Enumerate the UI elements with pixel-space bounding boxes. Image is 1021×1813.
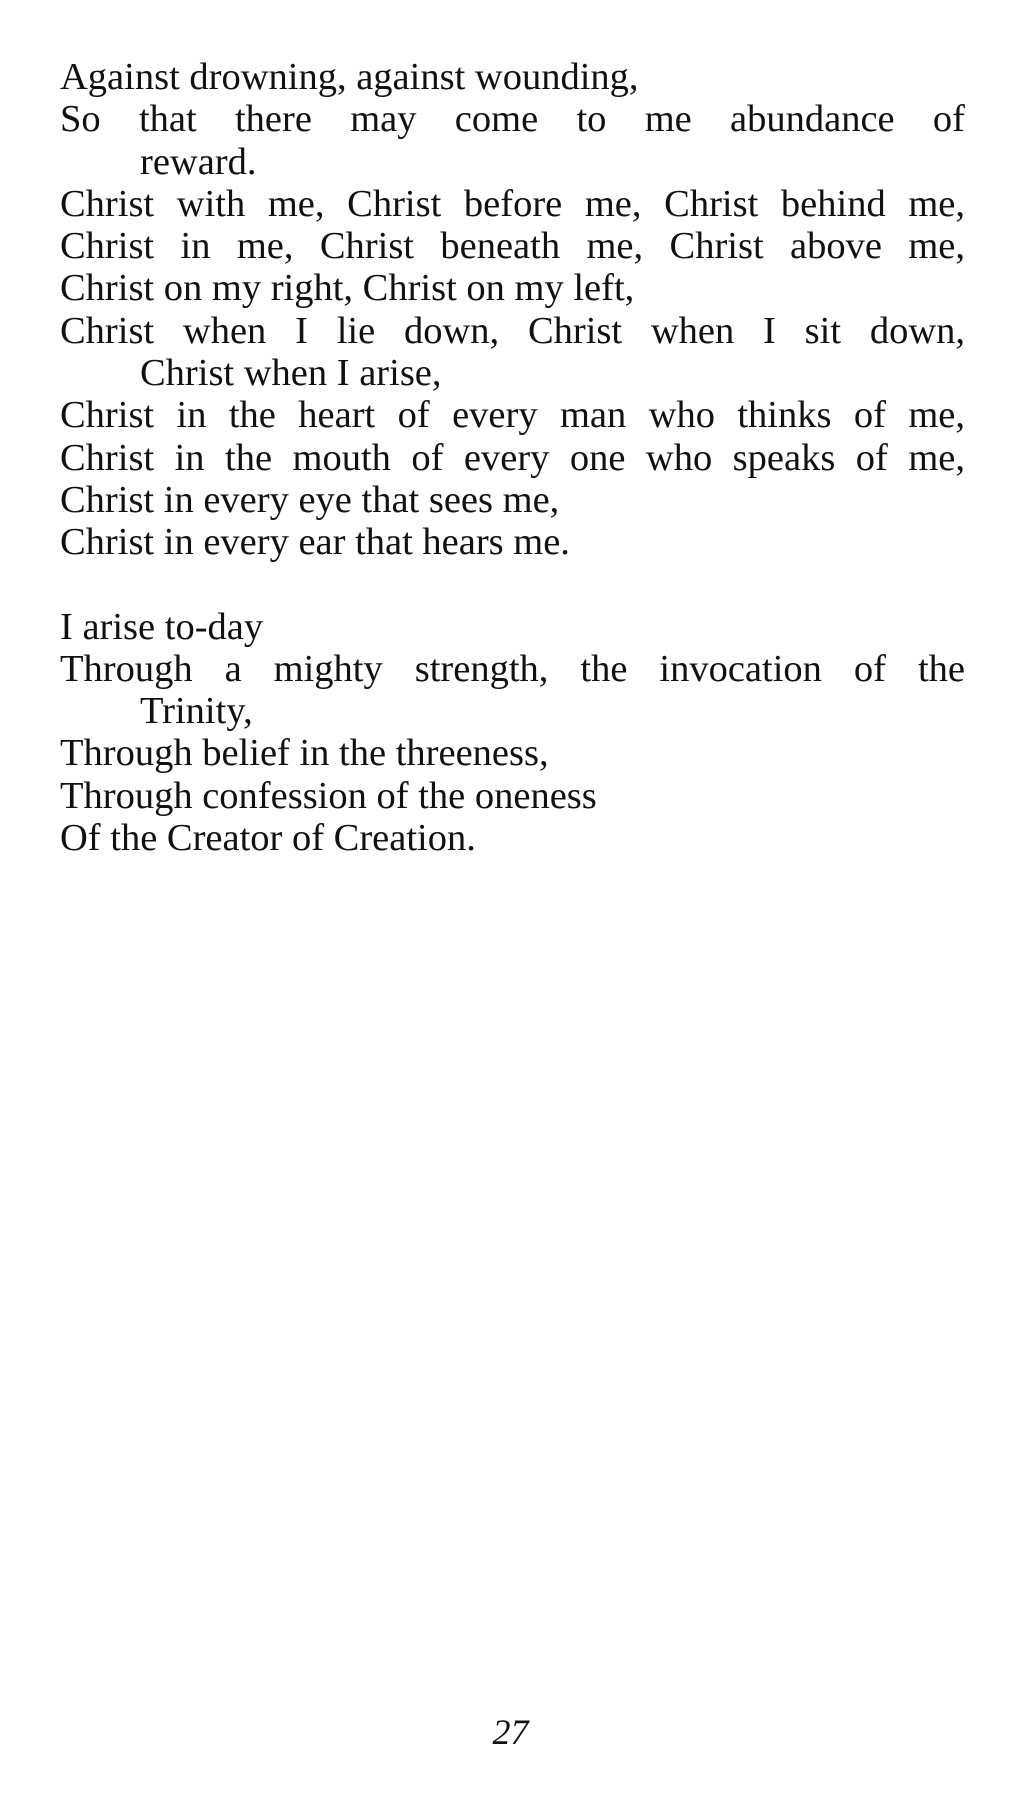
verse-line: Christ when I lie down, Christ when I sit down, — [60, 309, 965, 352]
poem-text — [60, 56, 965, 859]
verse-line: Christ in every ear that hears me. — [60, 521, 570, 564]
verse-line-continuation: reward. — [140, 140, 257, 183]
verse-line: Christ in every eye that sees me, — [60, 478, 560, 521]
verse-line: Christ in me, Christ beneath me, Christ above me, — [60, 225, 965, 268]
verse-line: Through belief in the threeness, — [60, 732, 549, 775]
stanza-2 — [60, 606, 965, 860]
verse-line-continuation: Trinity, — [140, 690, 253, 733]
verse-line-continuation: Christ when I arise, — [140, 352, 442, 395]
verse-line: I arise to-day — [60, 605, 264, 648]
verse-line: So that there may come to me abundance of — [60, 98, 965, 141]
verse-line: Christ in the heart of every man who thinks of me, — [60, 394, 965, 437]
verse-line: Christ in the mouth of every one who speaks of me, — [60, 436, 965, 479]
verse-line: Through a mighty strength, the invocation of the — [60, 647, 965, 690]
verse-line: Against drowning, against wounding, — [60, 56, 639, 98]
stanza-1 — [60, 56, 965, 564]
verse-line: Of the Creator of Creation. — [60, 817, 476, 860]
page-number: 27 — [492, 1712, 529, 1752]
verse-line: Christ with me, Christ before me, Christ behind me, — [60, 182, 965, 225]
verse-line: Christ on my right, Christ on my left, — [60, 267, 635, 310]
verse-line: Through confession of the oneness — [60, 774, 597, 817]
stanza-break — [60, 564, 965, 606]
